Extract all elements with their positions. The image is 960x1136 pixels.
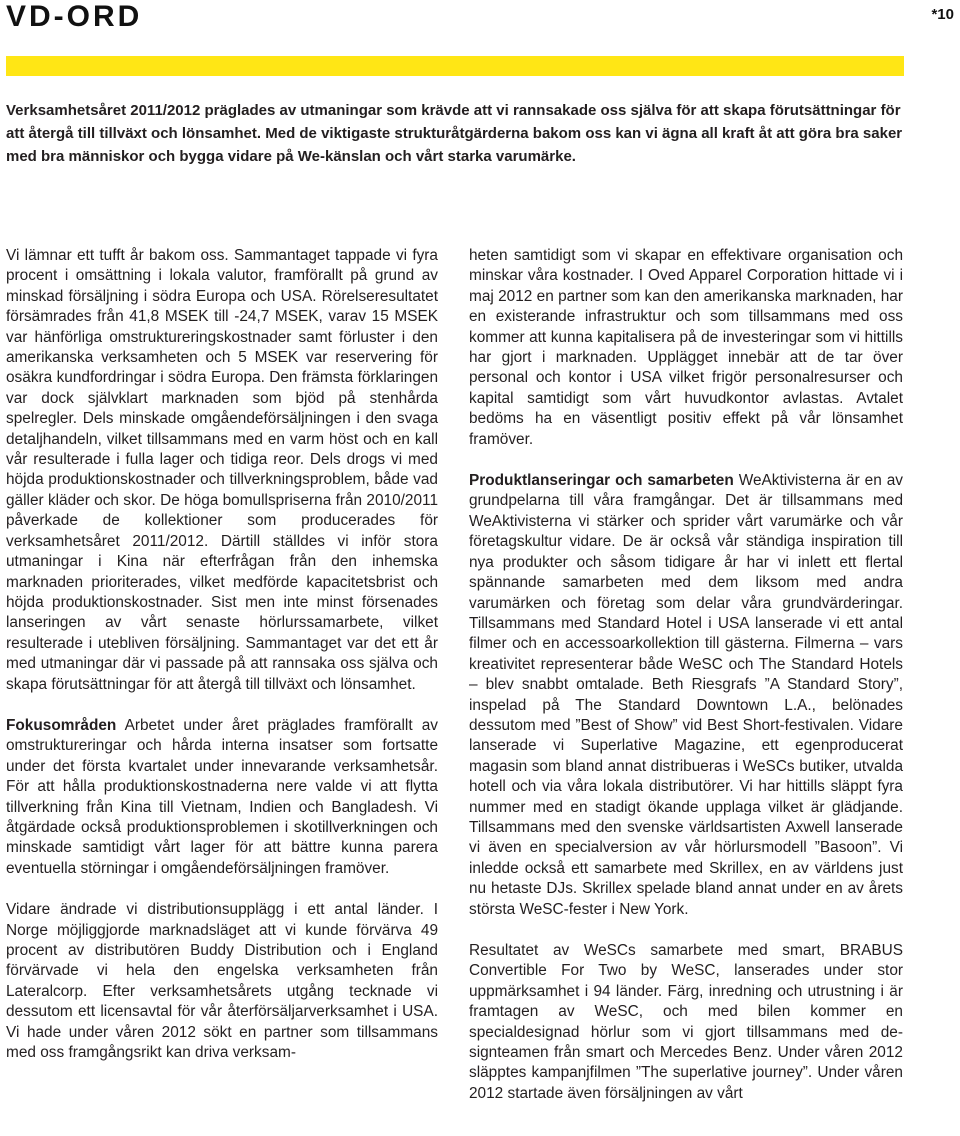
section-heading-fokusomraden: Fokusområden bbox=[6, 716, 117, 734]
accent-bar bbox=[6, 56, 904, 76]
left-paragraph-2-body: Arbetet under året präglades framförallt av omstruktureringar och hårda interna insatser som fortsatte under det första kvartalet under innevarande verksamhetsår. För att hålla produktionskostnaderna nere valde vi att flytta tillverkning från Kina till Vietnam, Indien och Bangladesh. Vi åtgärdade också produktionsproblemen i skotillverkningen och minskade samtidigt vårt lager för att bättre kunna parera eventuella störningar i omgåendeförsäljningen framöver. bbox=[6, 716, 438, 877]
right-paragraph-3: Resultatet av WeSCs samarbete med smart, BRABUS Convertible For Two by WeSC, lanserades under stor uppmärksamhet i 94 länder. Färg, inredning och utrustning i är framtagen av WeSC, och med bilen kommer en specialdesignad hörlur som vi gjort tillsammans med designteamen från smart och Mercedes Benz. Under våren 2012 släpptes kampanjfilmen ”The superlative journey”. Under våren 2012 startade även försäljningen av vårt bbox=[469, 942, 903, 1102]
left-column bbox=[6, 246, 438, 1084]
section-heading-produktlanseringar: Produktlanseringar och samarbeten bbox=[469, 472, 734, 490]
page-number: *10 bbox=[931, 6, 954, 23]
page-title: VD-ORD bbox=[6, 0, 143, 33]
intro-paragraph: Verksamhetsåret 2011/2012 präglades av utmaningar som krävde att vi rannsakade oss själva för att skapa förutsättningar för att återgå till tillväxt och lönsamhet. Med de viktigaste strukturåtgärderna bakom oss kan vi ägna all kraft åt att göra bra saker med bra människor och bygga vidare på We-känslan och vårt starka varumärke. bbox=[6, 102, 903, 165]
right-column bbox=[469, 246, 903, 1125]
right-paragraph-2-body: WeAktivisterna är en av grundpelarna till våra framgångar. Det är tillsammans med WeAktivisterna vi stärker och sprider vårt varumärke och vår företagskultur vidare. De är också vår ständiga inspiration till nya produkter och såsom tidigare år har vi inlett ett flertal spännande samarbeten med dem liksom med andra varumärken och företag som delar våra grundvärderingar. Tillsammans med Standard Hotel i USA lanserade vi ett antal filmer och en accessoarkollektion till gästerna. Filmerna – vars kreativitet representerar både WeSC och The Standard Hotels – blev snabbt omtalade. Beth Riesgrafs ”A Standard Story”, inspelad på The Standard Downtown L.A., belönades dessutom med ”Best of Show” vid Best Short-festivalen. Vidare lanserade vi Superlative Magazine, ett egenproducerat magasin som bland annat distribueras i WeSCs butiker, utvalda hotell och via våra lokala distributörer. Vi har hittills släppt fyra nummer med en stadigt ökande upplaga vilket är glädjande. Tillsammans med den svenske världsartisten Axwell lanserade vi även en specialversion av vår hörlursmodell ”Basoon”. Vi inledde också ett samarbete med Skrillex, en av världens just nu hetaste DJs. Skrillex spelade bland annat under en av årets största WeSC-fester i New York. bbox=[469, 472, 903, 918]
left-paragraph-3: Vidare ändrade vi distributionsupplägg i ett antal länder. I Norge möjliggjorde marknadsläget att vi kunde förvärva 49 procent av distributören Buddy Distribution och i England förvärvade vi hela den engelska verksamheten från Lateralcorp. Efter verksamhetsårets utgång tecknade vi dessutom ett licensavtal för vår återförsäljarverksamhet i USA. Vi hade under våren 2012 sökt en partner som tillsammans med oss framgångsrikt kan driva verksam- bbox=[6, 901, 438, 1062]
left-paragraph-1: Vi lämnar ett tufft år bakom oss. Sammantaget tappade vi fyra procent i omsättning i lokala valutor, framförallt på grund av minskad försäljning i södra Europa och USA. Rörelseresultatet försämrades från 41,8 MSEK till -24,7 MSEK, varav 15 MSEK var hänförliga omstruktureringskostnader samt förluster i den amerikanska verksamheten och 5 MSEK var reservering för osäkra kundfordringar i södra Europa. Den främsta förklaringen var dock självklart marknaden som bjöd på stenhårda spelregler. Dels minskade omgåendeförsäljningen i den svaga detaljhandeln, vilket tillsammans med en varm höst och en kall vår resulterade i fulla lager och tidiga reor. Dels drogs vi med höjda produktionskostnader och tillverkningsproblem, både vad gäller kläder och skor. De höga bomullspriserna från 2010/2011 påverkade de kollektioner som producerades för verksamhetsåret 2011/2012. Därtill ställdes vi inför stora utmaningar i Kina när efterfrågan från den inhemska marknaden prioriterades, vilket medförde kapacitetsbrist och höjda produktionskostnader. Sist men inte minst försenades lanseringen av vårt senaste hörlurssamarbete, vilket resulterade i utebliven försäljning. Sammantaget var det ett år med utmaningar där vi passade på att rannsaka oss själva och skapa förutsättningar för att återgå till tillväxt och lönsamhet. bbox=[6, 247, 438, 693]
right-paragraph-2 bbox=[469, 471, 903, 920]
right-paragraph-1: heten samtidigt som vi skapar en effektivare organisation och minskar våra kostnader. I Oved Apparel Corporation hittade vi i maj 2012 en partner som kan den amerikanska marknaden, har en existerande infrastruktur och som tillsammans med oss kommer att kunna kapitalisera på de investeringar som vi hittills har gjort i marknaden. Upplägget innebär att de tar över personal och kontor i USA vilket frigör personalresurser och kapital samtidigt som vårt huvudkontor avlastas. Avtalet bedöms ha en väsentligt positiv effekt på vår lönsamhet framöver. bbox=[469, 247, 903, 448]
left-paragraph-2 bbox=[6, 716, 438, 879]
